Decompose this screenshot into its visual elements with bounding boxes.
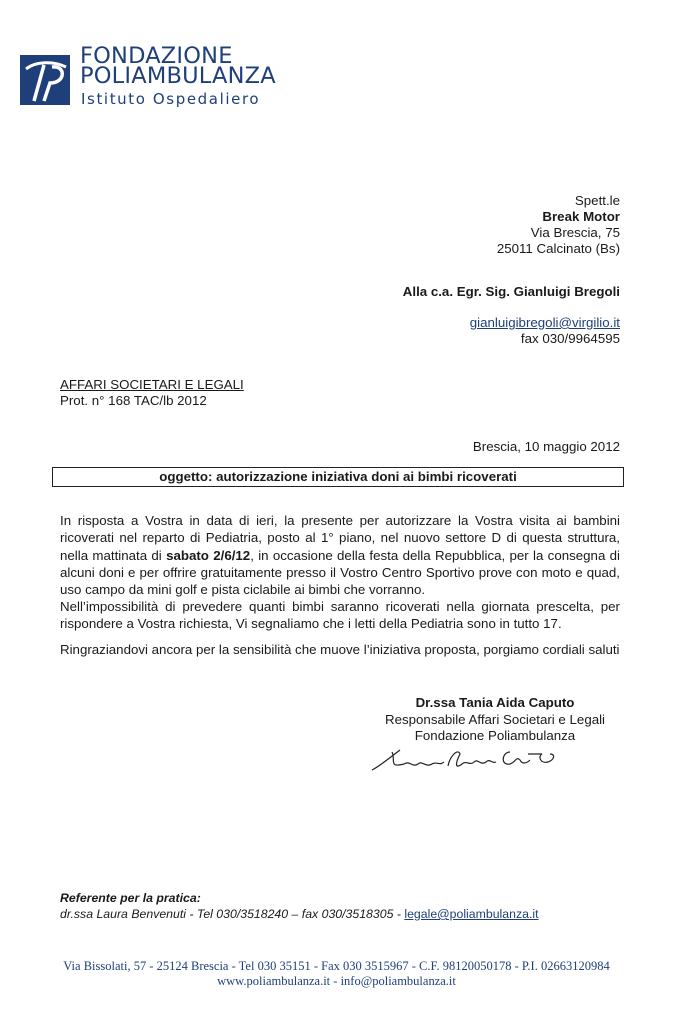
subject-box: oggetto: autorizzazione iniziativa doni ai bimbi ricoverati <box>52 467 624 487</box>
organization-name-line1: FONDAZIONE <box>80 43 233 69</box>
office-header <box>60 377 244 409</box>
letter-date: Brescia, 10 maggio 2012 <box>472 439 620 454</box>
recipient-company: Break Motor <box>542 209 620 224</box>
protocol-number: Prot. n° 168 TAC/lb 2012 <box>60 393 207 408</box>
reference-label: Referente per la pratica: <box>60 891 201 905</box>
organization-name <box>80 43 276 89</box>
recipient-email-link[interactable]: gianluigibregoli@virgilio.it <box>469 315 620 330</box>
recipient-address <box>497 193 620 257</box>
reference-details: dr.ssa Laura Benvenuti - Tel 030/3518240 – fax 030/3518305 - <box>60 907 405 921</box>
body-paragraph-3 <box>60 641 620 658</box>
signatory-organization: Fondazione Poliambulanza <box>414 728 576 743</box>
handwritten-signature <box>370 742 570 776</box>
organization-name-line2: POLIAMBULANZA <box>80 63 276 89</box>
body-text: Nell’impossibilità di prevedere quanti bimbi saranno ricoverati nella giornata prescelta, per rispondere a Vostra richiesta, Vi segnaliamo che i letti della Pediatria sono in tutto 17. <box>60 599 620 632</box>
recipient-contacts <box>470 315 620 347</box>
recipient-attention: Alla c.a. Egr. Sig. Gianluigi Bregoli <box>402 284 620 299</box>
body-text: In risposta a Vostra in data di ieri, la presente per autorizzare la Vostra visita ai bambini ricoverati nel reparto di Pediatria, posto al 1° piano, nel nuovo settore D di questa struttura, nella mattinata di <box>60 513 620 563</box>
event-date: sabato 2/6/12 <box>166 547 251 563</box>
recipient-city: 25011 Calcinato (Bs) <box>496 241 620 256</box>
reference-contact <box>60 890 539 922</box>
logo <box>20 55 70 105</box>
signatory-role: Responsabile Affari Societari e Legali <box>384 711 606 727</box>
recipient-fax: fax 030/9964595 <box>520 331 620 346</box>
signatory-name: Dr.ssa Tania Aida Caputo <box>415 695 575 710</box>
logo-mark-icon <box>20 55 70 105</box>
footer-address: Via Bissolati, 57 - 25124 Brescia - Tel 030 35151 - Fax 030 3515967 - C.F. 98120050178 - P.I. 02663120984 <box>63 959 610 973</box>
recipient-street: Via Brescia, 75 <box>530 225 620 240</box>
body-paragraph-2 <box>60 598 620 633</box>
signature-block <box>370 695 620 745</box>
body-text: Ringraziandovi ancora per la sensibilità che muove l’iniziativa proposta, porgiamo cordiali saluti <box>60 642 620 657</box>
body-paragraph-1 <box>60 512 620 598</box>
body-text: , in occasione della festa della Repubblica, per la consegna di alcuni doni e per offrire gratuitamente presso il Vostro Centro Sportivo prove con moto e quad, uso campo da mini golf e pista ciclabile ai bimbi che vorranno. <box>60 547 620 598</box>
organization-subtitle: Istituto Ospedaliero <box>81 90 261 108</box>
footer-web: www.poliambulanza.it - info@poliambulanza.it <box>217 974 456 988</box>
recipient-salutation: Spett.le <box>574 193 620 208</box>
reference-email-link[interactable]: legale@poliambulanza.it <box>404 907 539 921</box>
department-name: AFFARI SOCIETARI E LEGALI <box>60 377 244 392</box>
